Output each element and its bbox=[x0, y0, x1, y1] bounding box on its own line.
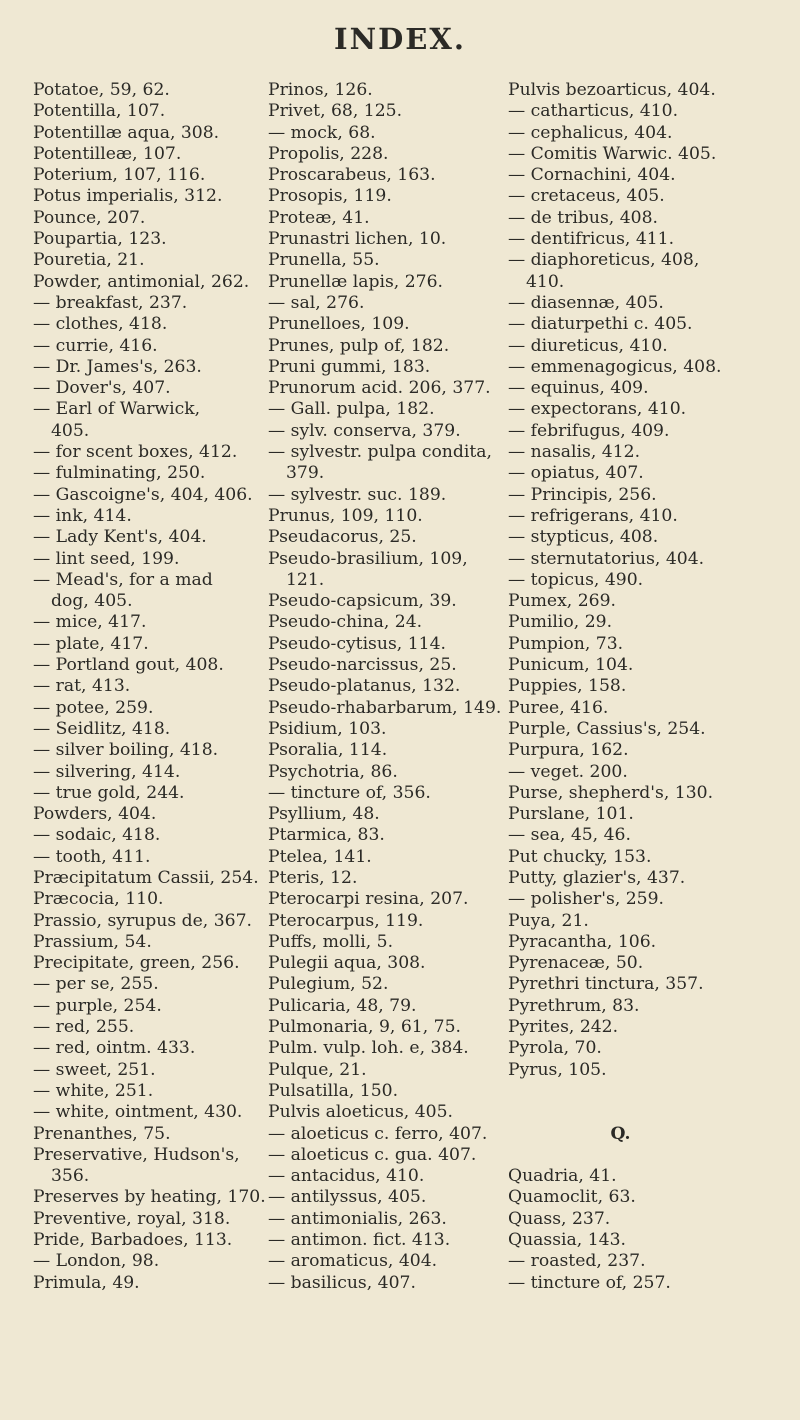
index-entry: Putty, glazier's, 437. bbox=[508, 867, 686, 888]
index-entry: — Portland gout, 408. bbox=[33, 655, 224, 676]
index-entry: — fulminating, 250. bbox=[33, 463, 206, 484]
index-entry: — potee, 259. bbox=[33, 697, 154, 718]
index-entry: — Gascoigne's, 404, 406. bbox=[33, 484, 253, 505]
index-entry: Powders, 404. bbox=[33, 804, 157, 825]
index-entry: Pyrethri tinctura, 357. bbox=[508, 974, 704, 995]
index-entry: Quassia, 143. bbox=[508, 1230, 626, 1251]
index-entry: — Gall. pulpa, 182. bbox=[268, 399, 435, 420]
index-entry: Proteæ, 41. bbox=[268, 207, 370, 228]
index-column-3 bbox=[508, 80, 793, 1294]
index-entry: Pulque, 21. bbox=[268, 1059, 367, 1080]
index-entry: — plate, 417. bbox=[33, 633, 149, 654]
index-entry: — white, 251. bbox=[33, 1080, 154, 1101]
index-entry: Pulsatilla, 150. bbox=[268, 1080, 399, 1101]
page-title: INDEX. bbox=[334, 22, 466, 56]
index-entry: — purple, 254. bbox=[33, 995, 162, 1016]
index-entry: Pulegium, 52. bbox=[268, 974, 389, 995]
index-entry: 410. bbox=[526, 271, 565, 292]
index-entry: 379. bbox=[286, 463, 325, 484]
index-entry: Pulvis aloeticus, 405. bbox=[268, 1102, 454, 1123]
index-entry: Propolis, 228. bbox=[268, 143, 389, 164]
index-entry: Poupartia, 123. bbox=[33, 229, 167, 250]
index-entry: — nasalis, 412. bbox=[508, 442, 641, 463]
index-entry: — per se, 255. bbox=[33, 974, 159, 995]
index-entry: — red, ointm. 433. bbox=[33, 1038, 196, 1059]
index-entry: Pseudo-china, 24. bbox=[268, 612, 423, 633]
index-entry: — tincture of, 356. bbox=[268, 782, 431, 803]
index-entry: Pyrus, 105. bbox=[508, 1059, 607, 1080]
index-entry: Ptarmica, 83. bbox=[268, 825, 385, 846]
index-entry: — aloeticus c. ferro, 407. bbox=[268, 1123, 488, 1144]
index-entry: — catharticus, 410. bbox=[508, 101, 679, 122]
index-entry: — diasennæ, 405. bbox=[508, 292, 664, 313]
index-entry: Prunastri lichen, 10. bbox=[268, 229, 447, 250]
index-entry: Pseudacorus, 25. bbox=[268, 527, 417, 548]
index-entry: — breakfast, 237. bbox=[33, 292, 188, 313]
index-entry: Pulmonaria, 9, 61, 75. bbox=[268, 1017, 461, 1038]
index-entry: — antimonialis, 263. bbox=[268, 1208, 447, 1229]
index-entry: Pseudo-capsicum, 39. bbox=[268, 591, 457, 612]
index-entry: Pseudo-narcissus, 25. bbox=[268, 655, 457, 676]
index-entry: Pyracantha, 106. bbox=[508, 931, 657, 952]
index-entry: — Dover's, 407. bbox=[33, 378, 171, 399]
index-entry: Psyllium, 48. bbox=[268, 804, 380, 825]
index-entry: — tooth, 411. bbox=[33, 846, 151, 867]
index-entry: — diureticus, 410. bbox=[508, 335, 668, 356]
index-entry: Quamoclit, 63. bbox=[508, 1187, 636, 1208]
index-entry: Powder, antimonial, 262. bbox=[33, 271, 250, 292]
index-entry: — antimon. fict. 413. bbox=[268, 1230, 451, 1251]
index-entry: — dentifricus, 411. bbox=[508, 229, 675, 250]
index-entry: — rat, 413. bbox=[33, 676, 131, 697]
index-entry: Purse, shepherd's, 130. bbox=[508, 782, 714, 803]
index-entry: Preservative, Hudson's, bbox=[33, 1144, 240, 1165]
index-entry: Poterium, 107, 116. bbox=[33, 165, 206, 186]
index-entry: — roasted, 237. bbox=[508, 1251, 646, 1272]
index-entry: — currie, 416. bbox=[33, 335, 158, 356]
index-entry: Præcipitatum Cassii, 254. bbox=[33, 867, 259, 888]
index-entry: Primula, 49. bbox=[33, 1272, 140, 1293]
index-entry: — basilicus, 407. bbox=[268, 1272, 416, 1293]
index-entry: — Principis, 256. bbox=[508, 484, 657, 505]
index-entry: — sal, 276. bbox=[268, 292, 365, 313]
index-entry: — aloeticus c. gua. 407. bbox=[268, 1144, 477, 1165]
index-entry: Purslane, 101. bbox=[508, 804, 634, 825]
index-entry: Ptelea, 141. bbox=[268, 846, 372, 867]
index-entry: Pseudo-rhabarbarum, 149. bbox=[268, 697, 502, 718]
index-entry: Pulegii aqua, 308. bbox=[268, 953, 426, 974]
index-entry: Quadria, 41. bbox=[508, 1166, 617, 1187]
index-entry: Pounce, 207. bbox=[33, 207, 146, 228]
index-entry: Precipitate, green, 256. bbox=[33, 953, 240, 974]
index-entry: Pouretia, 21. bbox=[33, 250, 145, 271]
index-entry: Proscarabeus, 163. bbox=[268, 165, 436, 186]
index-entry: — sylv. conserva, 379. bbox=[268, 420, 461, 441]
index-entry: — mock, 68. bbox=[268, 122, 376, 143]
index-entry: Prinos, 126. bbox=[268, 80, 373, 100]
index-entry: Quass, 237. bbox=[508, 1208, 611, 1229]
index-entry: Preventive, royal, 318. bbox=[33, 1208, 231, 1229]
index-entry: — de tribus, 408. bbox=[508, 207, 658, 228]
index-entry: — topicus, 490. bbox=[508, 569, 644, 590]
index-entry: Punicum, 104. bbox=[508, 655, 634, 676]
index-entry: — lint seed, 199. bbox=[33, 548, 180, 569]
index-entry: 405. bbox=[51, 420, 90, 441]
index-entry: — sea, 45, 46. bbox=[508, 825, 631, 846]
index-column-2 bbox=[268, 80, 538, 1294]
index-entry: Pulicaria, 48, 79. bbox=[268, 995, 417, 1016]
index-entry: — Mead's, for a mad bbox=[33, 569, 213, 590]
index-entry: — cephalicus, 404. bbox=[508, 122, 673, 143]
index-entry: Preserves by heating, 170. bbox=[33, 1187, 266, 1208]
index-entry: — opiatus, 407. bbox=[508, 463, 644, 484]
index-entry: — for scent boxes, 412. bbox=[33, 442, 238, 463]
index-entry: — Dr. James's, 263. bbox=[33, 356, 202, 377]
index-entry: — diaturpethi c. 405. bbox=[508, 314, 693, 335]
index-entry: Purpura, 162. bbox=[508, 740, 629, 761]
index-entry: Potentilla, 107. bbox=[33, 101, 166, 122]
index-entry: 356. bbox=[51, 1166, 90, 1187]
index-entry: — sodaic, 418. bbox=[33, 825, 161, 846]
index-entry: — Cornachini, 404. bbox=[508, 165, 676, 186]
index-entry: Privet, 68, 125. bbox=[268, 101, 403, 122]
index-entry: Psychotria, 86. bbox=[268, 761, 398, 782]
index-entry: Potentilleæ, 107. bbox=[33, 143, 182, 164]
index-entry: — sweet, 251. bbox=[33, 1059, 156, 1080]
index-entry: — Lady Kent's, 404. bbox=[33, 527, 207, 548]
index-entry: — silver boiling, 418. bbox=[33, 740, 219, 761]
index-column-1 bbox=[33, 80, 273, 1294]
index-entry: — mice, 417. bbox=[33, 612, 147, 633]
index-entry bbox=[508, 1145, 793, 1166]
index-entry: Prunellæ lapis, 276. bbox=[268, 271, 443, 292]
index-entry: — true gold, 244. bbox=[33, 782, 185, 803]
index-entry: Put chucky, 153. bbox=[508, 846, 652, 867]
index-entry: Pumilio, 29. bbox=[508, 612, 613, 633]
index-entry: Puree, 416. bbox=[508, 697, 609, 718]
index-entry: Prassio, syrupus de, 367. bbox=[33, 910, 252, 931]
index-entry: Pyrites, 242. bbox=[508, 1017, 619, 1038]
index-entry: Prosopis, 119. bbox=[268, 186, 392, 207]
index-entry: Pyrenaceæ, 50. bbox=[508, 953, 644, 974]
index-entry: — expectorans, 410. bbox=[508, 399, 687, 420]
index-entry: — Seidlitz, 418. bbox=[33, 718, 171, 739]
index-entry: Pruni gummi, 183. bbox=[268, 356, 431, 377]
index-entry bbox=[508, 1081, 793, 1102]
index-entry: Pulm. vulp. loh. e, 384. bbox=[268, 1038, 469, 1059]
index-entry: Psidium, 103. bbox=[268, 718, 387, 739]
index-entry: Psoralia, 114. bbox=[268, 740, 388, 761]
index-entry: dog, 405. bbox=[51, 591, 133, 612]
index-entry: — Comitis Warwic. 405. bbox=[508, 143, 717, 164]
index-entry: — tincture of, 257. bbox=[508, 1272, 671, 1293]
index-entry: Potus imperialis, 312. bbox=[33, 186, 223, 207]
index-entry: Pseudo-platanus, 132. bbox=[268, 676, 461, 697]
index-entry: Pseudo-brasilium, 109, bbox=[268, 548, 468, 569]
index-entry: — silvering, 414. bbox=[33, 761, 181, 782]
index-entry: — cretaceus, 405. bbox=[508, 186, 665, 207]
index-entry: Purple, Cassius's, 254. bbox=[508, 718, 706, 739]
index-entry: — clothes, 418. bbox=[33, 314, 168, 335]
index-entry: — red, 255. bbox=[33, 1017, 135, 1038]
index-entry: 121. bbox=[286, 569, 325, 590]
index-entry: — white, ointment, 430. bbox=[33, 1102, 243, 1123]
index-entry: Præcocia, 110. bbox=[33, 889, 164, 910]
index-entry: — emmenagogicus, 408. bbox=[508, 356, 722, 377]
index-entry: — London, 98. bbox=[33, 1251, 160, 1272]
index-entry: — antacidus, 410. bbox=[268, 1166, 425, 1187]
index-entry: Pride, Barbadoes, 113. bbox=[33, 1230, 233, 1251]
index-entry: Puffs, molli, 5. bbox=[268, 931, 394, 952]
index-entry: — veget. 200. bbox=[508, 761, 628, 782]
index-entry: Puya, 21. bbox=[508, 910, 589, 931]
index-entry: — diaphoreticus, 408, bbox=[508, 250, 700, 271]
index-entry: — ink, 414. bbox=[33, 505, 132, 526]
section-heading: Q. bbox=[610, 1123, 631, 1144]
index-entry: — antilyssus, 405. bbox=[268, 1187, 427, 1208]
index-entry: Prassium, 54. bbox=[33, 931, 152, 952]
index-entry: Prunes, pulp of, 182. bbox=[268, 335, 450, 356]
index-entry: Prunella, 55. bbox=[268, 250, 380, 271]
index-entry: — Earl of Warwick, bbox=[33, 399, 201, 420]
index-entry: Potatoe, 59, 62. bbox=[33, 80, 170, 100]
index-entry: Pterocarpi resina, 207. bbox=[268, 889, 469, 910]
index-entry: Pseudo-cytisus, 114. bbox=[268, 633, 446, 654]
index-entry bbox=[508, 1102, 793, 1123]
index-entry: — sylvestr. suc. 189. bbox=[268, 484, 447, 505]
index-entry: Prenanthes, 75. bbox=[33, 1123, 171, 1144]
index-entry: — febrifugus, 409. bbox=[508, 420, 670, 441]
index-entry: Pumex, 269. bbox=[508, 591, 616, 612]
index-entry: — sylvestr. pulpa condita, bbox=[268, 442, 492, 463]
index-entry: Puppies, 158. bbox=[508, 676, 627, 697]
index-entry: Prunus, 109, 110. bbox=[268, 505, 423, 526]
index-entry: — aromaticus, 404. bbox=[268, 1251, 438, 1272]
index-entry: Pterocarpus, 119. bbox=[268, 910, 424, 931]
index-entry: Prunelloes, 109. bbox=[268, 314, 410, 335]
index-entry: Pteris, 12. bbox=[268, 867, 358, 888]
index-entry: — polisher's, 259. bbox=[508, 889, 665, 910]
index-entry: — stypticus, 408. bbox=[508, 527, 659, 548]
index-entry: Pyrethrum, 83. bbox=[508, 995, 640, 1016]
index-entry: Pyrola, 70. bbox=[508, 1038, 602, 1059]
index-entry: — sternutatorius, 404. bbox=[508, 548, 705, 569]
index-entry: Potentillæ aqua, 308. bbox=[33, 122, 220, 143]
index-entry: — equinus, 409. bbox=[508, 378, 649, 399]
index-entry: Pulvis bezoarticus, 404. bbox=[508, 80, 716, 100]
index-entry: Pumpion, 73. bbox=[508, 633, 624, 654]
index-entry: Prunorum acid. 206, 377. bbox=[268, 378, 491, 399]
index-entry: — refrigerans, 410. bbox=[508, 505, 678, 526]
